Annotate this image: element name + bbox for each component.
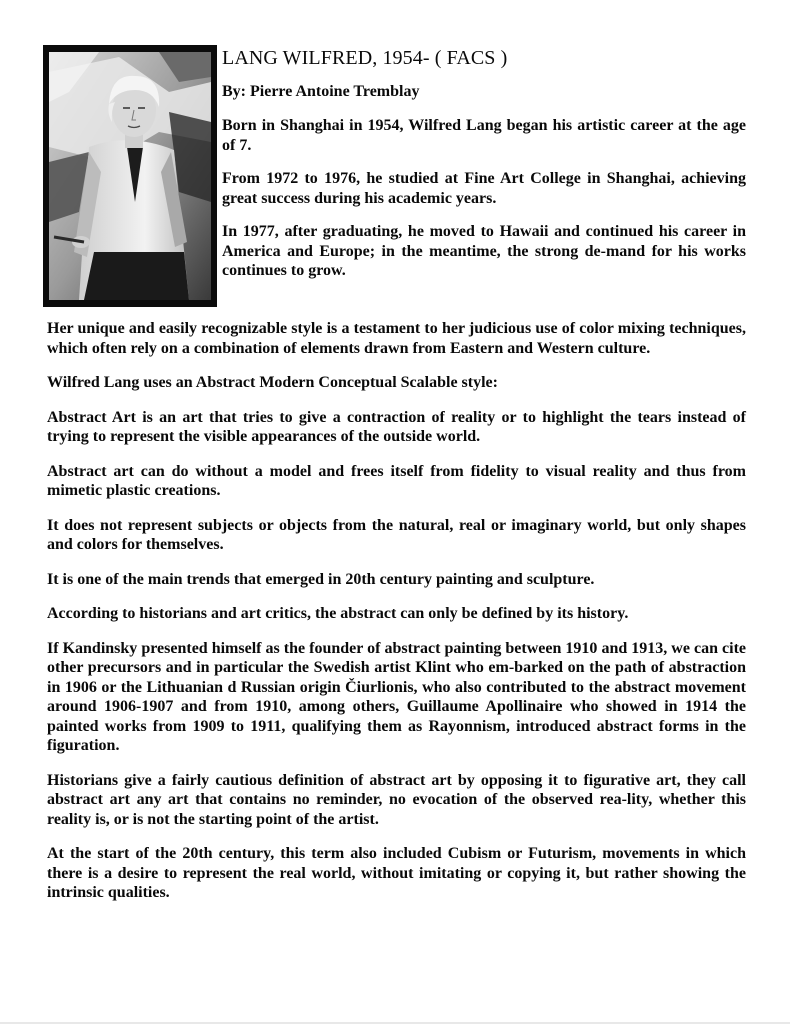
body-paragraph: It does not represent subjects or objects from the natural, real or imaginary world, but only shapes and colors for themselves.: [47, 516, 746, 553]
body-paragraph: Abstract art can do without a model and frees itself from fidelity to visual reality and thus from mimetic plastic creations.: [47, 462, 746, 499]
body-paragraph: At the start of the 20th century, this term also included Cubism or Futurism, movements in which there is a desire to represent the real world, without imitating or copying it, but rather showing the intrinsic qualities.: [47, 845, 746, 901]
intro-paragraph: From 1972 to 1976, he studied at Fine Art College in Shanghai, achieving great success during his academic years.: [222, 170, 746, 207]
artist-portrait-photo: [43, 45, 217, 307]
portrait-image: [49, 52, 211, 300]
body-paragraph: Wilfred Lang uses an Abstract Modern Conceptual Scalable style:: [47, 374, 498, 391]
document-title: LANG WILFRED, 1954- ( FACS ): [222, 47, 508, 69]
intro-paragraph: Born in Shanghai in 1954, Wilfred Lang began his artistic career at the age of 7.: [222, 117, 746, 154]
body-paragraph: Abstract Art is an art that tries to give a contraction of reality or to highlight the tears instead of trying to represent the visible appearances of the outside world.: [47, 408, 746, 445]
body-paragraph: Historians give a fairly cautious definition of abstract art by opposing it to figurative art, they call abstract art any art that contains no reminder, no evocation of the observed rea-lity, whether this reality is, or is not the starting point of the artist.: [47, 771, 746, 828]
author-byline: By: Pierre Antoine Tremblay: [222, 83, 420, 100]
body-paragraph: Her unique and easily recognizable style is a testament to her judicious use of color mixing techniques, which often rely on a combination of elements drawn from Eastern and Western culture.: [47, 320, 746, 357]
body-paragraph: If Kandinsky presented himself as the founder of abstract painting between 1910 and 1913, we can cite other precursors and in particular the Swedish artist Klint who em-barked on the path of abstraction in 1906 or the Lithuanian d Russian origin Čiurlionis, who also contributed to the abstract movement around 1906-1907 and from 1910, among others, Guillaume Apollinaire who showed in 1914 the painted works from 1909 to 1911, qualifying them as Rayonnism, introduced abstract forms in the figuration.: [47, 639, 746, 754]
body-text: [47, 319, 746, 918]
intro-paragraph: In 1977, after graduating, he moved to Hawaii and continued his career in America and Europe; in the meantime, the strong de-mand for his works continues to grow.: [222, 223, 746, 279]
body-paragraph: According to historians and art critics, the abstract can only be defined by its history.: [47, 605, 629, 622]
body-paragraph: It is one of the main trends that emerged in 20th century painting and sculpture.: [47, 570, 595, 588]
header-block: [222, 46, 746, 281]
